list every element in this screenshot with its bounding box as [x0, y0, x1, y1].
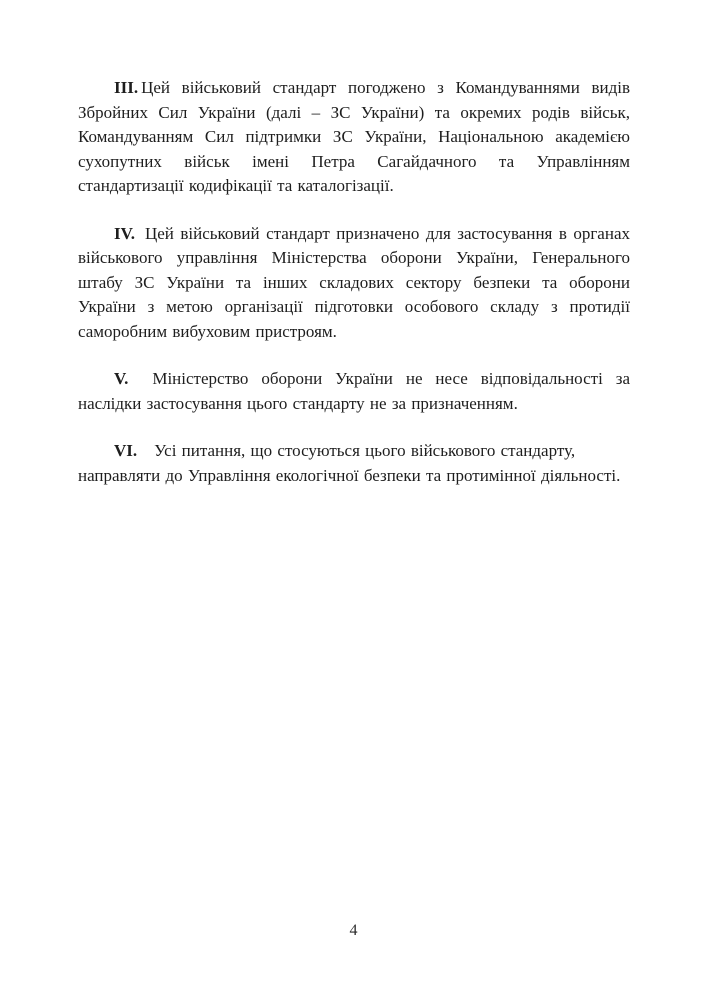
paragraph [78, 222, 630, 345]
paragraph [78, 76, 630, 199]
paragraph-number: III. [114, 78, 139, 97]
paragraph-text: Усі питання, що стосуються цього військового стандарту, направляти до Управління екологічної безпеки та протимінної діяльності. [78, 441, 621, 485]
paragraph-number: V. [114, 369, 129, 388]
paragraph [78, 439, 630, 488]
document-body [78, 76, 630, 511]
paragraph-text: Цей військовий стандарт призначено для застосування в органах військового управління Міністерства оборони України, Генерального штабу ЗС України та інших складових сектору безпеки та оборони України з метою організації підготовки особового складу з протидії саморобним вибуховим пристроям. [78, 223, 630, 341]
page-number-footer: 4 [349, 922, 358, 939]
paragraph-number: IV. [114, 223, 135, 243]
paragraph-text: Міністерство оборони України не несе відповідальності за наслідки застосування цього стандарту не за призначенням. [78, 369, 630, 413]
paragraph [78, 367, 630, 416]
paragraph-text: Цей військовий стандарт погоджено з Командуваннями видів Збройних Сил України (далі – ЗС України) та окремих родів військ, Командуванням Сил підтримки ЗС України, Національною академією сухопутних військ імені Петра Сагайдачного та Управлінням стандартизації кодифікації та каталогізації. [78, 78, 630, 195]
paragraph-number: VI. [114, 441, 138, 460]
